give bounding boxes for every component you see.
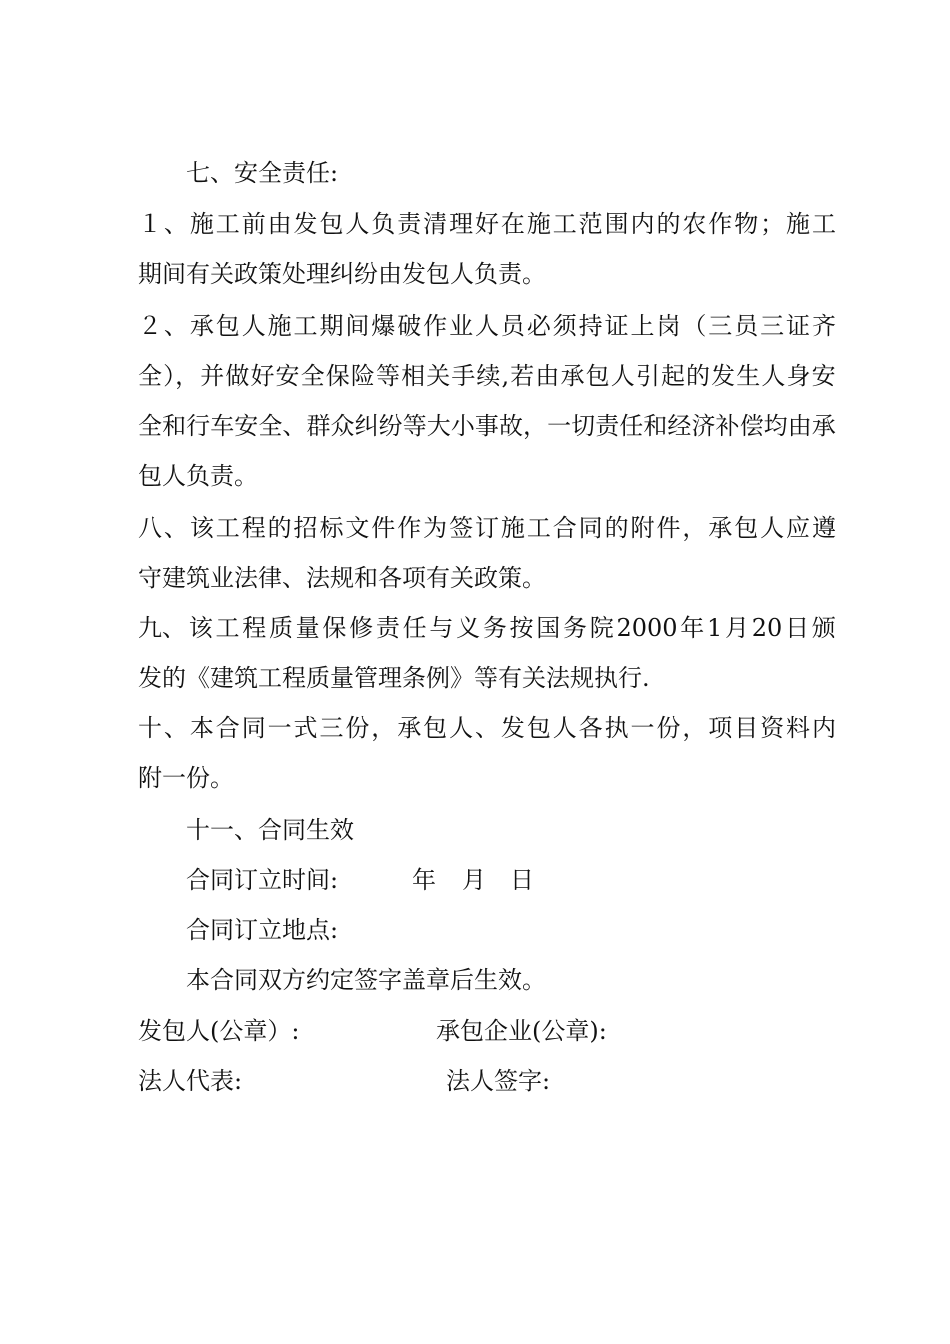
text-glyph: 本 <box>189 714 214 742</box>
section-7-item-1-line-1 <box>138 209 836 239</box>
text-glyph: 和 <box>162 412 187 440</box>
text-glyph: 人 <box>241 312 266 340</box>
text-glyph: 标 <box>319 514 344 542</box>
text-glyph: 工 <box>811 210 836 238</box>
text-glyph: 施 <box>786 210 811 238</box>
text-glyph: 文 <box>345 514 370 542</box>
text-glyph: 岗 <box>656 312 681 340</box>
text-glyph: 群 <box>306 412 331 440</box>
text-glyph: 工 <box>526 514 551 542</box>
text-glyph: 各 <box>578 714 603 742</box>
text-glyph: 作 <box>708 210 733 238</box>
text-glyph: 目 <box>734 714 759 742</box>
text-glyph: 的 <box>686 362 711 390</box>
section-7-item-2-line-3 <box>138 411 836 441</box>
section-7-item-2-line-1 <box>138 311 836 341</box>
text-glyph: 车 <box>210 412 235 440</box>
contract-date-day: 日 <box>510 866 534 894</box>
text-glyph: 作 <box>423 312 448 340</box>
text-glyph: 人 <box>610 362 635 390</box>
text-glyph: 员 <box>734 312 759 340</box>
text-glyph: 大 <box>426 412 451 440</box>
text-glyph: 的 <box>267 514 292 542</box>
text-glyph: 证 <box>786 312 811 340</box>
text-glyph: 切 <box>571 412 596 440</box>
text-glyph: 众 <box>330 412 355 440</box>
text-glyph: 人 <box>449 714 474 742</box>
text-glyph: 承 <box>560 362 585 390</box>
text-glyph: 在 <box>500 210 525 238</box>
text-glyph: 保 <box>325 362 350 390</box>
section-7-item-2-line-4: 包人负责。 <box>138 462 258 490</box>
text-glyph: 险 <box>350 362 375 390</box>
text-glyph: 均 <box>763 412 788 440</box>
text-glyph: 施 <box>526 210 551 238</box>
text-glyph: 内 <box>630 210 655 238</box>
text-glyph: 全 <box>300 362 325 390</box>
text-glyph: （ <box>682 312 707 340</box>
text-glyph: 20 <box>751 614 783 642</box>
text-glyph: 包 <box>215 312 240 340</box>
text-glyph: 一 <box>267 714 292 742</box>
text-glyph: 施 <box>267 312 292 340</box>
text-glyph: 全 <box>138 412 162 440</box>
text-glyph: 、 <box>474 714 499 742</box>
text-glyph: 好 <box>250 362 275 390</box>
contract-date-year: 年 <box>412 866 436 894</box>
text-glyph: 、 <box>163 714 188 742</box>
text-glyph: １ <box>138 210 162 238</box>
text-glyph: 人 <box>761 362 786 390</box>
text-glyph: 按 <box>509 614 534 642</box>
text-glyph: 工 <box>293 312 318 340</box>
text-glyph: 工 <box>215 514 240 542</box>
text-glyph: ， <box>371 714 396 742</box>
text-glyph: 合 <box>552 514 577 542</box>
text-glyph: 、 <box>282 412 307 440</box>
text-glyph: 工 <box>552 210 577 238</box>
contract-date-month: 月 <box>462 866 486 894</box>
section-10-line-1 <box>138 713 836 743</box>
text-glyph: 附 <box>630 514 655 542</box>
text-glyph: 三 <box>708 312 733 340</box>
text-glyph: 发 <box>711 362 736 390</box>
text-glyph: 件 <box>656 514 681 542</box>
text-glyph: 责 <box>397 210 422 238</box>
text-glyph: 合 <box>215 714 240 742</box>
text-glyph: 资 <box>760 714 785 742</box>
text-glyph: 人 <box>474 312 499 340</box>
text-glyph: 持 <box>578 312 603 340</box>
text-glyph: 身 <box>786 362 811 390</box>
text-glyph: 任 <box>402 614 427 642</box>
text-glyph: 程 <box>242 614 267 642</box>
text-glyph: 义 <box>456 614 481 642</box>
text-glyph: 十 <box>138 714 162 742</box>
text-glyph: 由 <box>267 210 292 238</box>
text-glyph: 引 <box>635 362 660 390</box>
text-glyph: 纠 <box>354 412 379 440</box>
text-glyph: 施 <box>500 514 525 542</box>
text-glyph: 理 <box>449 210 474 238</box>
text-glyph: 期 <box>319 312 344 340</box>
text-glyph: 发 <box>293 210 318 238</box>
text-glyph: 偿 <box>739 412 764 440</box>
text-glyph: 质 <box>268 614 293 642</box>
text-glyph: 件 <box>371 514 396 542</box>
text-glyph: 任 <box>619 412 644 440</box>
text-glyph: 份 <box>656 714 681 742</box>
text-glyph: 济 <box>691 412 716 440</box>
party-b-seal-label: 承包企业(公章): <box>436 1017 607 1045</box>
text-glyph: 业 <box>449 312 474 340</box>
text-glyph: 相 <box>401 362 426 390</box>
text-glyph: 八 <box>138 514 162 542</box>
section-9-line-2: 发的《建筑工程质量管理条例》等有关法规执行. <box>138 664 650 692</box>
section-7-item-2-line-2 <box>138 361 836 391</box>
text-glyph: 院 <box>589 614 614 642</box>
text-glyph: 工 <box>215 210 240 238</box>
contract-date-label: 合同订立时间: <box>186 866 339 894</box>
text-glyph: ， <box>682 714 707 742</box>
text-glyph: 事 <box>474 412 499 440</box>
text-glyph: 责 <box>375 614 400 642</box>
text-glyph: 2000 <box>616 614 678 642</box>
text-glyph: 齐 <box>811 312 836 340</box>
text-glyph: 范 <box>578 210 603 238</box>
text-glyph: 签 <box>449 514 474 542</box>
text-glyph: 1 <box>707 614 723 642</box>
section-9-line-1 <box>138 613 836 643</box>
text-glyph: 该 <box>188 614 213 642</box>
text-glyph: 项 <box>708 714 733 742</box>
text-glyph: 若 <box>510 362 535 390</box>
text-glyph: 承 <box>189 312 214 340</box>
text-glyph: 行 <box>186 412 211 440</box>
text-glyph: 手 <box>451 362 476 390</box>
text-glyph: 工 <box>215 614 240 642</box>
text-glyph: 的 <box>656 210 681 238</box>
text-glyph: 量 <box>295 614 320 642</box>
text-glyph: 由 <box>787 412 812 440</box>
text-glyph: 纷 <box>378 412 403 440</box>
text-glyph: 式 <box>293 714 318 742</box>
text-glyph: 安 <box>811 362 836 390</box>
text-glyph: 一 <box>547 412 572 440</box>
text-glyph: 包 <box>319 210 344 238</box>
section-10-line-2: 附一份。 <box>138 764 234 792</box>
text-glyph: 续 <box>476 362 501 390</box>
section-7-heading: 七、安全责任: <box>186 159 339 187</box>
text-glyph: 三 <box>760 312 785 340</box>
text-glyph: 包 <box>526 714 551 742</box>
text-glyph: 好 <box>474 210 499 238</box>
text-glyph: ）， <box>163 362 200 390</box>
text-glyph: 爆 <box>371 312 396 340</box>
text-glyph: 为 <box>423 514 448 542</box>
text-glyph: 生 <box>736 362 761 390</box>
text-glyph: 发 <box>500 714 525 742</box>
text-glyph: 人 <box>760 514 785 542</box>
text-glyph: 破 <box>397 312 422 340</box>
text-glyph: 颁 <box>811 614 836 642</box>
text-glyph: 证 <box>604 312 629 340</box>
text-glyph: 日 <box>785 614 810 642</box>
legal-signature-label: 法人签字: <box>446 1067 551 1095</box>
text-glyph: 小 <box>450 412 475 440</box>
text-glyph: 三 <box>319 714 344 742</box>
contract-place-label: 合同订立地点: <box>186 916 339 944</box>
text-glyph: 程 <box>241 514 266 542</box>
text-glyph: 员 <box>500 312 525 340</box>
text-glyph: 国 <box>536 614 561 642</box>
text-glyph: 订 <box>474 514 499 542</box>
text-glyph: 前 <box>241 210 266 238</box>
text-glyph: 农 <box>682 210 707 238</box>
text-glyph: ， <box>682 514 707 542</box>
text-glyph: 份 <box>345 714 370 742</box>
text-glyph: 须 <box>552 312 577 340</box>
section-11-heading: 十一、合同生效 <box>186 816 354 844</box>
text-glyph: 承 <box>397 714 422 742</box>
text-glyph: 施 <box>189 210 214 238</box>
text-glyph: 安 <box>275 362 300 390</box>
text-glyph: 料 <box>786 714 811 742</box>
text-glyph: 承 <box>708 514 733 542</box>
text-glyph: 故 <box>498 412 523 440</box>
text-glyph: 等 <box>402 412 427 440</box>
text-glyph: 补 <box>715 412 740 440</box>
text-glyph: 责 <box>595 412 620 440</box>
text-glyph: ， <box>523 412 547 440</box>
text-glyph: 围 <box>604 210 629 238</box>
text-glyph: , <box>501 362 510 390</box>
text-glyph: ２ <box>138 312 162 340</box>
text-glyph: 由 <box>535 362 560 390</box>
text-glyph: 作 <box>397 514 422 542</box>
text-glyph: 同 <box>241 714 266 742</box>
text-glyph: 做 <box>225 362 250 390</box>
text-glyph: 九、 <box>138 614 186 642</box>
text-glyph: 务 <box>482 614 507 642</box>
text-glyph: 一 <box>630 714 655 742</box>
text-glyph: 全 <box>138 362 162 390</box>
text-glyph: 承 <box>811 412 836 440</box>
text-glyph: 并 <box>200 362 225 390</box>
text-glyph: 等 <box>375 362 400 390</box>
text-glyph: 安 <box>234 412 259 440</box>
text-glyph: 遵 <box>811 514 836 542</box>
text-glyph: 年 <box>680 614 705 642</box>
text-glyph: 关 <box>426 362 451 390</box>
section-7-item-1-line-2: 期间有关政策处理纠纷由发包人负责。 <box>138 260 546 288</box>
text-glyph: 应 <box>786 514 811 542</box>
text-glyph: 物 <box>734 210 759 238</box>
text-glyph: 负 <box>371 210 396 238</box>
text-glyph: 的 <box>604 514 629 542</box>
text-glyph: 包 <box>734 514 759 542</box>
text-glyph: 上 <box>630 312 655 340</box>
contract-effect-note: 本合同双方约定签字盖章后生效。 <box>186 966 546 994</box>
text-glyph: 全 <box>258 412 283 440</box>
text-glyph: 经 <box>667 412 692 440</box>
text-glyph: 、 <box>163 312 188 340</box>
text-glyph: 执 <box>604 714 629 742</box>
text-glyph: 、 <box>163 514 188 542</box>
text-glyph: 该 <box>189 514 214 542</box>
text-glyph: 月 <box>725 614 750 642</box>
text-glyph: 同 <box>578 514 603 542</box>
text-glyph: ； <box>760 210 785 238</box>
text-glyph: 、 <box>163 210 188 238</box>
text-glyph: 务 <box>563 614 588 642</box>
text-glyph: 人 <box>345 210 370 238</box>
text-glyph: 包 <box>423 714 448 742</box>
legal-representative-label: 法人代表: <box>138 1067 243 1095</box>
text-glyph: 清 <box>423 210 448 238</box>
text-glyph: 修 <box>349 614 374 642</box>
section-8-line-1 <box>138 513 836 543</box>
text-glyph: 招 <box>293 514 318 542</box>
text-glyph: 间 <box>345 312 370 340</box>
text-glyph: 必 <box>526 312 551 340</box>
text-glyph: 内 <box>811 714 836 742</box>
section-8-line-2: 守建筑业法律、法规和各项有关政策。 <box>138 564 546 592</box>
text-glyph: 与 <box>429 614 454 642</box>
text-glyph: 和 <box>643 412 668 440</box>
text-glyph: 起 <box>660 362 685 390</box>
party-a-seal-label: 发包人(公章）: <box>138 1017 300 1045</box>
text-glyph: 包 <box>585 362 610 390</box>
text-glyph: 保 <box>322 614 347 642</box>
text-glyph: 人 <box>552 714 577 742</box>
